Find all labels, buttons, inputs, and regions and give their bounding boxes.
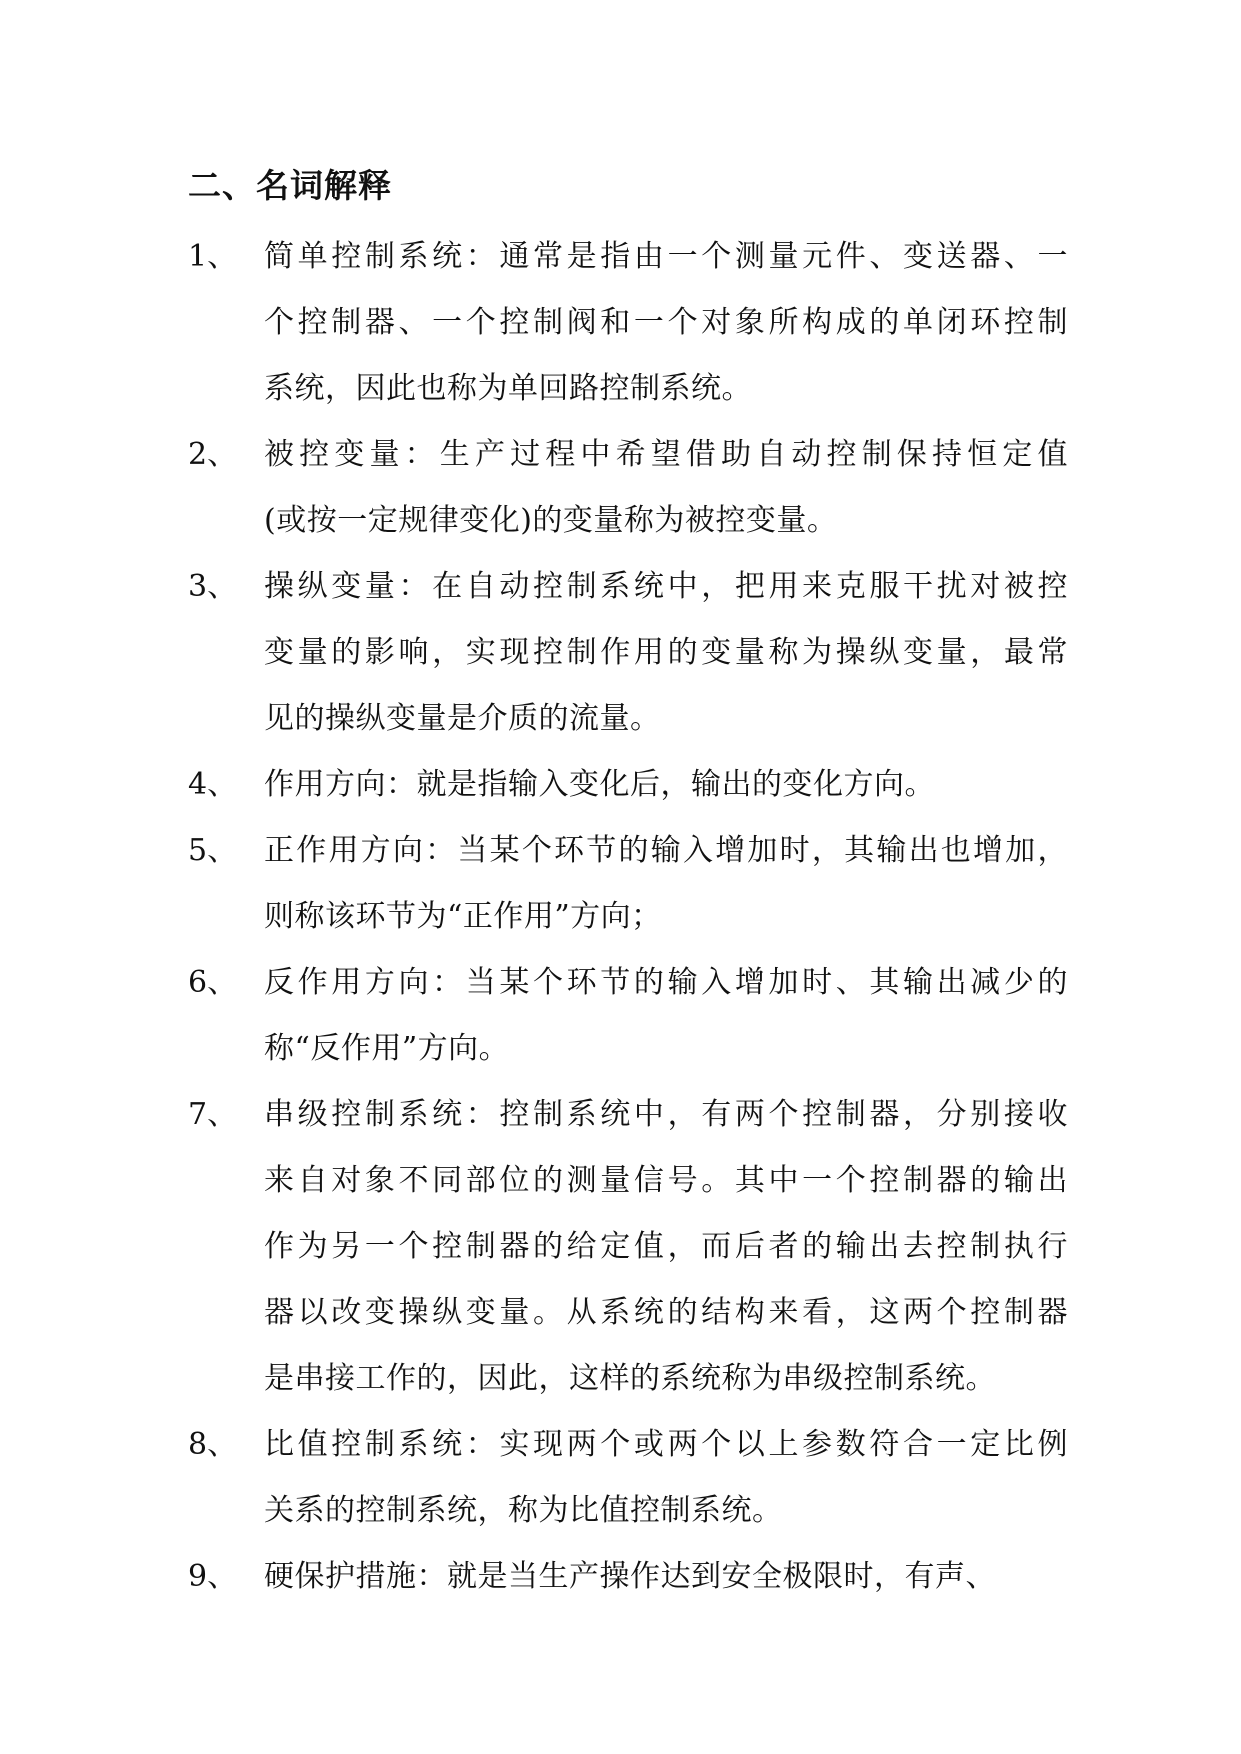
list-item xyxy=(188,422,1068,554)
definition-list xyxy=(188,224,1068,1610)
item-number: 1、 xyxy=(188,239,238,274)
item-text-line: 则称该环节为“正作用”方向； xyxy=(264,899,662,934)
list-item xyxy=(188,224,1068,422)
item-text-line: 关系的控制系统，称为比值控制系统。 xyxy=(264,1493,783,1528)
item-number: 5、 xyxy=(188,833,238,868)
item-text-line: 个控制器、一个控制阀和一个对象所构成的单闭环控制 xyxy=(264,305,1068,340)
item-text-line: 器以改变操纵变量。从系统的结构来看，这两个控制器 xyxy=(264,1295,1068,1330)
list-item xyxy=(188,818,1068,950)
item-text-line: 作为另一个控制器的给定值，而后者的输出去控制执行 xyxy=(264,1229,1068,1264)
list-item xyxy=(188,554,1068,752)
item-text-line: 变量的影响，实现控制作用的变量称为操纵变量，最常 xyxy=(264,635,1068,670)
item-number: 4、 xyxy=(188,767,238,802)
item-text-line: 被控变量：生产过程中希望借助自动控制保持恒定值 xyxy=(264,437,1068,472)
item-number: 7、 xyxy=(188,1097,238,1132)
list-item xyxy=(188,950,1068,1082)
list-item xyxy=(188,1544,1068,1610)
item-text-line: 称“反作用”方向。 xyxy=(264,1031,510,1066)
item-text-line: 硬保护措施：就是当生产操作达到安全极限时，有声、 xyxy=(264,1559,996,1594)
item-number: 3、 xyxy=(188,569,238,604)
list-item xyxy=(188,1082,1068,1412)
item-text-line: 见的操纵变量是介质的流量。 xyxy=(264,701,661,736)
item-text-line: 作用方向：就是指输入变化后，输出的变化方向。 xyxy=(264,767,935,802)
item-number: 8、 xyxy=(188,1427,238,1462)
item-text-line: 正作用方向：当某个环节的输入增加时，其输出也增加， xyxy=(264,833,1068,868)
item-text-line: 是串接工作的，因此，这样的系统称为串级控制系统。 xyxy=(264,1361,996,1396)
item-text-line: 比值控制系统：实现两个或两个以上参数符合一定比例 xyxy=(264,1427,1068,1462)
item-text-line: 系统，因此也称为单回路控制系统。 xyxy=(264,371,752,406)
item-text-line: (或按一定规律变化)的变量称为被控变量。 xyxy=(264,503,838,538)
section-heading: 二、名词解释 xyxy=(188,166,392,205)
item-text-line: 操纵变量：在自动控制系统中，把用来克服干扰对被控 xyxy=(264,569,1068,604)
item-text-line: 串级控制系统：控制系统中，有两个控制器，分别接收 xyxy=(264,1097,1068,1132)
item-text-line: 简单控制系统：通常是指由一个测量元件、变送器、一 xyxy=(264,239,1068,274)
item-number: 2、 xyxy=(188,437,238,472)
item-text-line: 反作用方向：当某个环节的输入增加时、其输出减少的 xyxy=(264,965,1068,1000)
list-item xyxy=(188,1412,1068,1544)
item-number: 9、 xyxy=(188,1559,238,1594)
item-number: 6、 xyxy=(188,965,238,1000)
item-text-line: 来自对象不同部位的测量信号。其中一个控制器的输出 xyxy=(264,1163,1068,1198)
list-item xyxy=(188,752,1068,818)
